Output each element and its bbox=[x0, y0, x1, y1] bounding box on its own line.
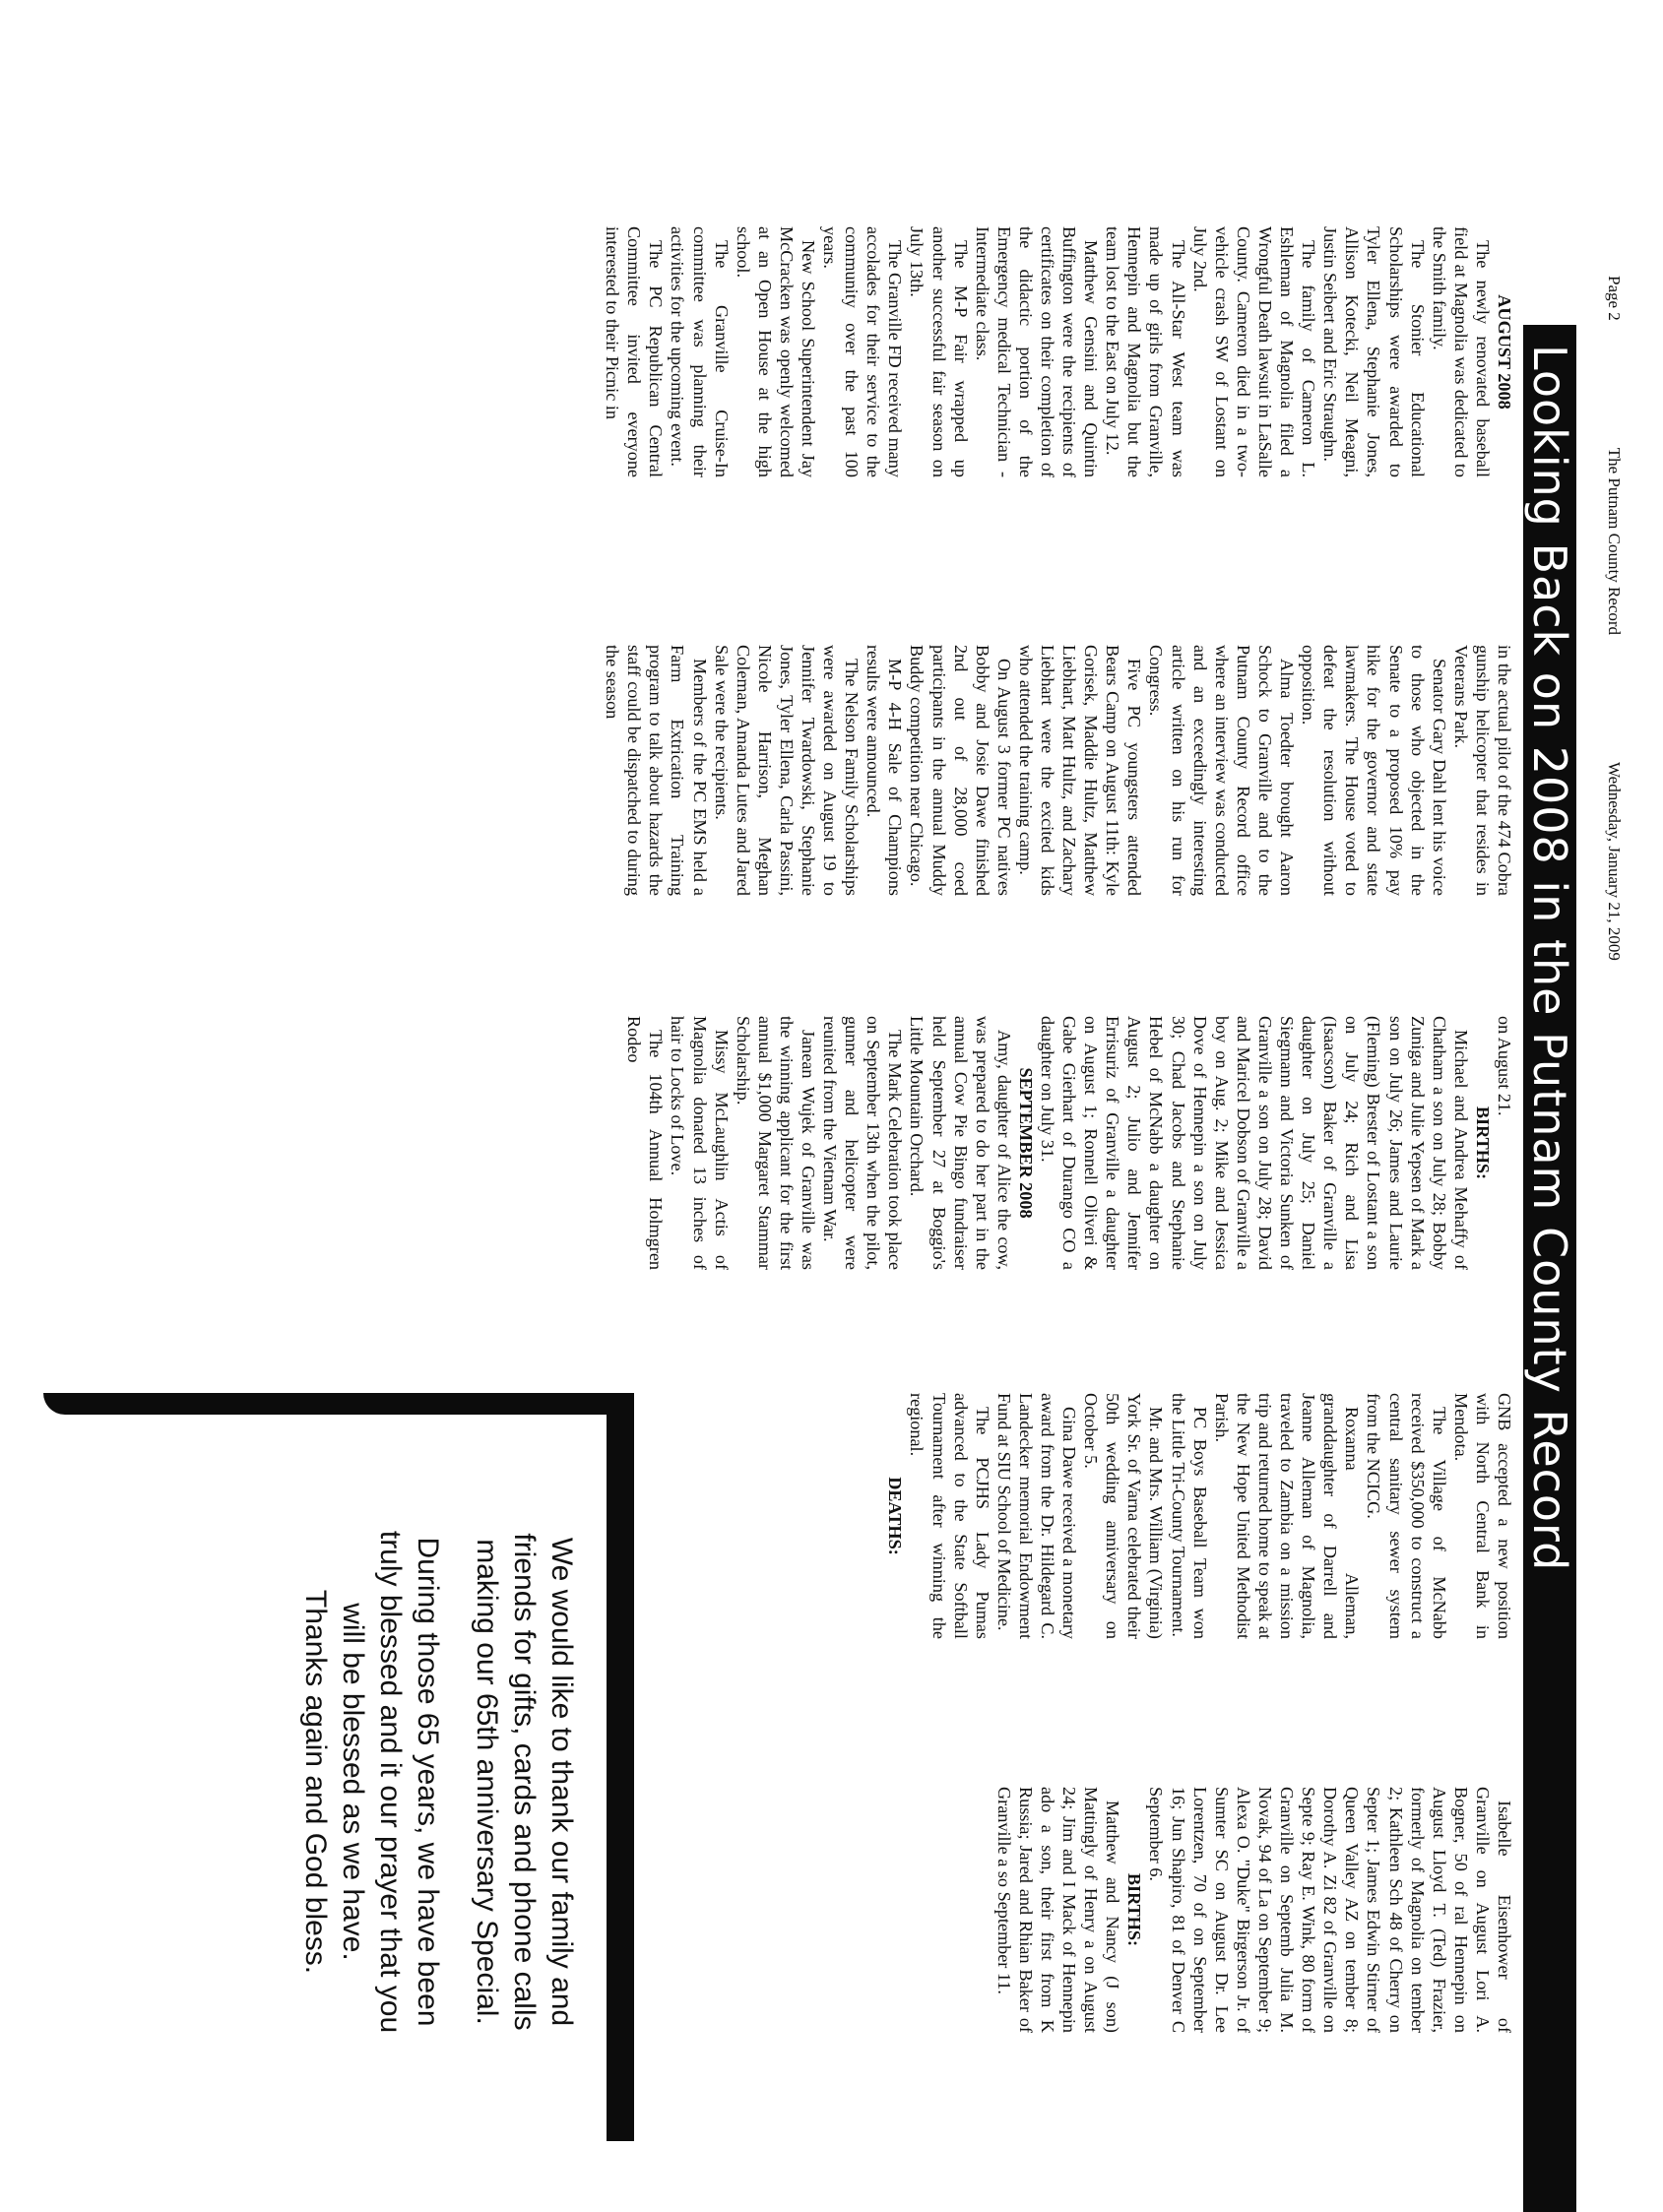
column-4 bbox=[664, 1393, 1515, 1639]
article-paragraph: Isabelle Eisenhower of Granville on August Lori A. Bogner, 50 of ral Hennepin on August Lloyd T. (Ted) Frazier, formerly of Magnolia on tember 2; Kathleen Sch 48 of Cherry on Septer 1; James Edwin Stirner of Queen Valley AZ on tember 8; Dorothy A. Zi 82 of Granville on Septe 9; Ray E. Wink, 80 form of Granville on Septemb Julia M. Novak, 94 of La on September 9; Alexa O. "Duke" Birgerson Jr. of Sumter SC on August Dr. Lee Lorentzen, 70 of on September 16; Jun Shapiro, 81 of Denver C September 6. bbox=[1146, 1787, 1514, 2033]
section-heading: AUGUST 2008 bbox=[1495, 294, 1514, 410]
paper-name: The Putnam County Record bbox=[1605, 447, 1624, 636]
article-paragraph: The Granville FD received many accolades for their service to the community over the past 100 years. bbox=[820, 226, 906, 477]
column-5 bbox=[664, 1787, 1515, 2033]
ad-line: We would like to thank our family and bbox=[545, 1537, 578, 2027]
article-paragraph: The Village of McNabb received $350,000 to construct a central sanitary sewer system from the NCICG. bbox=[1364, 1393, 1449, 1639]
section-heading: SEPTEMBER 2008 bbox=[1015, 1067, 1036, 1219]
article-paragraph: The PCJHS Lady Pumas advanced to the State Softball Tournament after winning the regional. bbox=[907, 1393, 992, 1639]
ad-line: Thanks again and God bless. bbox=[299, 1589, 332, 1975]
article-paragraph: GNB accepted a new position with North Central Bank in Mendota. bbox=[1450, 1393, 1514, 1639]
page-header bbox=[1604, 276, 1624, 1084]
article-paragraph: The Granville Cruise-In committee was planning their activities for the upcoming event. bbox=[668, 226, 732, 477]
article-paragraph: Members of the PC EMS held a Farm Extrication Training program to talk about hazards the staff could be dispatched to during the season bbox=[603, 645, 710, 896]
article-paragraph: The M-P Fair wrapped up another successful fair season on July 13th. bbox=[907, 226, 971, 477]
article-paragraph: on August 21. bbox=[1495, 1016, 1514, 1116]
article-paragraph: The Nelson Family Scholarships were awarded on August 19 to Jennifer Twardowski, Stephanie Jones, Tyler Ellena, Carla Passini, Nicole Harrison, Meghan Coleman, Amanda Lutes and Jared Sale were the recipients. bbox=[711, 645, 863, 896]
article-paragraph: PC Boys Baseball Team won the Little Tri-County Tournament. bbox=[1168, 1393, 1210, 1639]
article-paragraph: Alma Toedter brought Aaron Schock to Granville and to the Putnam County Record office where an interview was conducted and an exceedingly interesting article written on his run for Congress. bbox=[1146, 645, 1298, 896]
article-paragraph: Matthew and Nancy (J son) Mattingly of Henry a on August 24; Jim and I Mack of Hennepin ado a son, their first from K Russia; Jared and Rhian Baker of Granville a so September 11. bbox=[993, 1787, 1123, 2033]
page-number: Page 2 bbox=[1605, 276, 1624, 321]
article-paragraph: Senator Gary Dahl lent his voice to those who objected in the Senate to a proposed 10% pay hike for the governor and state lawmakers. The House voted to defeat the resolution without opposition. bbox=[1299, 645, 1449, 896]
article-paragraph: The 104th Annual Holmgren Rodeo bbox=[624, 1016, 667, 1270]
article-paragraph: M-P 4-H Sale of Champions results were announced. bbox=[863, 645, 906, 896]
article-paragraph: The Stonier Educational Scholarships were awarded to Tyler Ellena, Stephanie Jones, Allison Kotecki, Neil Meagni, Justin Seibert and Eric Straughn. bbox=[1320, 226, 1428, 477]
section-heading: DEATHS: bbox=[885, 1477, 906, 1555]
article-paragraph: Matthew Gensini and Quintin Buffington were the recipients of certificates on their completion of the didactic portion of the Emergency medical Technician - Intermediate class. bbox=[972, 226, 1102, 477]
section-heading: BIRTHS: bbox=[1472, 1106, 1493, 1180]
ad-line: truly blessed and it our prayer that you bbox=[374, 1530, 407, 2034]
thank-you-ad bbox=[296, 1437, 580, 2126]
article-paragraph: in the actual pilot of the 474 Cobra gunship helicopter that resides in Veterans Park. bbox=[1450, 645, 1514, 896]
ad-border-top bbox=[607, 1393, 634, 2141]
article-paragraph: The PC Republican Central Committee invited everyone interested to their Picnic in bbox=[603, 226, 667, 477]
ad-line: friends for gifts, cards and phone calls bbox=[508, 1533, 541, 2031]
article-paragraph: Five PC youngsters attended Bears Camp on August 11th: Kyle Gorisek, Maddie Hultz, Matthew Liebhart, Matt Hultz, and Zachary Liebhart were the excited kids who attended the training camp. bbox=[1015, 645, 1145, 896]
article-paragraph: The newly renovated baseball field at Magnolia was dedicated to the Smith family. bbox=[1429, 226, 1493, 477]
article-paragraph: Michael and Andrea Mehaffy of Chatham a son on July 28; Bobby Zuniga and Julie Yepsen of Mark a son on July 26; James and Laurie (Fleming) Brester of Lostant a son on July 24; Rich and Lisa (Isaacson) Baker of Granville a daughter on July 25; Daniel Siegmann and Victoria Sunken of Granville a son on July 28; David and Maricel Dobson of Granville a boy on Aug. 2; Mike and Jessica Dove of Hennepin a son on July 30; Chad Jacobs and Stephanie Hebel of McNabb a daughter on August 2; Julio and Jennifer Errisuriz of Granville a daughter on August 1; Ronnell Oliveri & Gabe Gierhart of Durango CO a daughter on July 31. bbox=[1038, 1016, 1471, 1270]
section-heading: BIRTHS: bbox=[1124, 1872, 1145, 1947]
article-paragraph: On August 3 former PC natives Bobby and Josie Dawe finished 2nd out of 28,000 coed participants in the annual Muddy Buddy competition near Chicago. bbox=[907, 645, 1014, 896]
article-paragraph: New School Superintendent Jay McCracken was openly welcomed at an Open House at the high school. bbox=[733, 226, 818, 477]
article-paragraph: Roxanna Alleman, granddaughter of Darrell and Jeanne Alleman of Magnolia, traveled to Zambia on a mission trip and returned home to speak at the New Hope United Methodist Parish. bbox=[1211, 1393, 1363, 1639]
article-paragraph: Missy McLaughlin Actis of Magnolia donated 13 inches of hair to Locks of Love. bbox=[668, 1016, 732, 1270]
article-paragraph: The family of Cameron L. Eshleman of Magnolia filed a Wrongful Death lawsuit in LaSalle County. Cameron died in a two-vehicle crash SW of Lostant on July 2nd. bbox=[1189, 226, 1319, 477]
column-3 bbox=[19, 1016, 1515, 1270]
article-paragraph: The Mark Celebration took place on September 13th when the pilot, gunner and helicopter were reunited from the Vietnam War. bbox=[820, 1016, 906, 1270]
ad-border-left bbox=[43, 1393, 634, 1415]
article-paragraph: Gina Dawe received a monetary award from the Dr. Hildegard C. Landecker memorial Endowment Fund at SIU School of Medicine. bbox=[993, 1393, 1080, 1639]
ad-line: During those 65 years, we have been bbox=[412, 1537, 444, 2027]
article-paragraph: The All-Star West team was made up of girls from Granville, Hennepin and Magnolia but the team lost to the East on July 12. bbox=[1103, 226, 1188, 477]
article-paragraph: Janean Wujek of Granville was the winning applicant for the first annual $1,000 Margaret Stammar Scholarship. bbox=[733, 1016, 818, 1270]
article-paragraph: Mr. and Mrs. William (Virginia) York Sr. of Varna celebrated their 50th wedding anniversary on October 5. bbox=[1081, 1393, 1167, 1639]
column-2 bbox=[24, 645, 1515, 896]
issue-date: Wednesday, January 21, 2009 bbox=[1605, 761, 1624, 961]
column-1 bbox=[29, 226, 1515, 477]
banner-title: Looking Back on 2008 in the Putnam County Record bbox=[1523, 325, 1576, 2212]
ad-line: will be blessed as we have. bbox=[337, 1603, 369, 1961]
article-paragraph: Amy, daughter of Alice the cow, was prepared to do her part in the annual Cow Pie Bingo fundraiser held September 27 at Boggio's Little Mountain Orchard. bbox=[907, 1016, 1014, 1270]
ad-line: making our 65th anniversary Special. bbox=[471, 1539, 503, 2025]
